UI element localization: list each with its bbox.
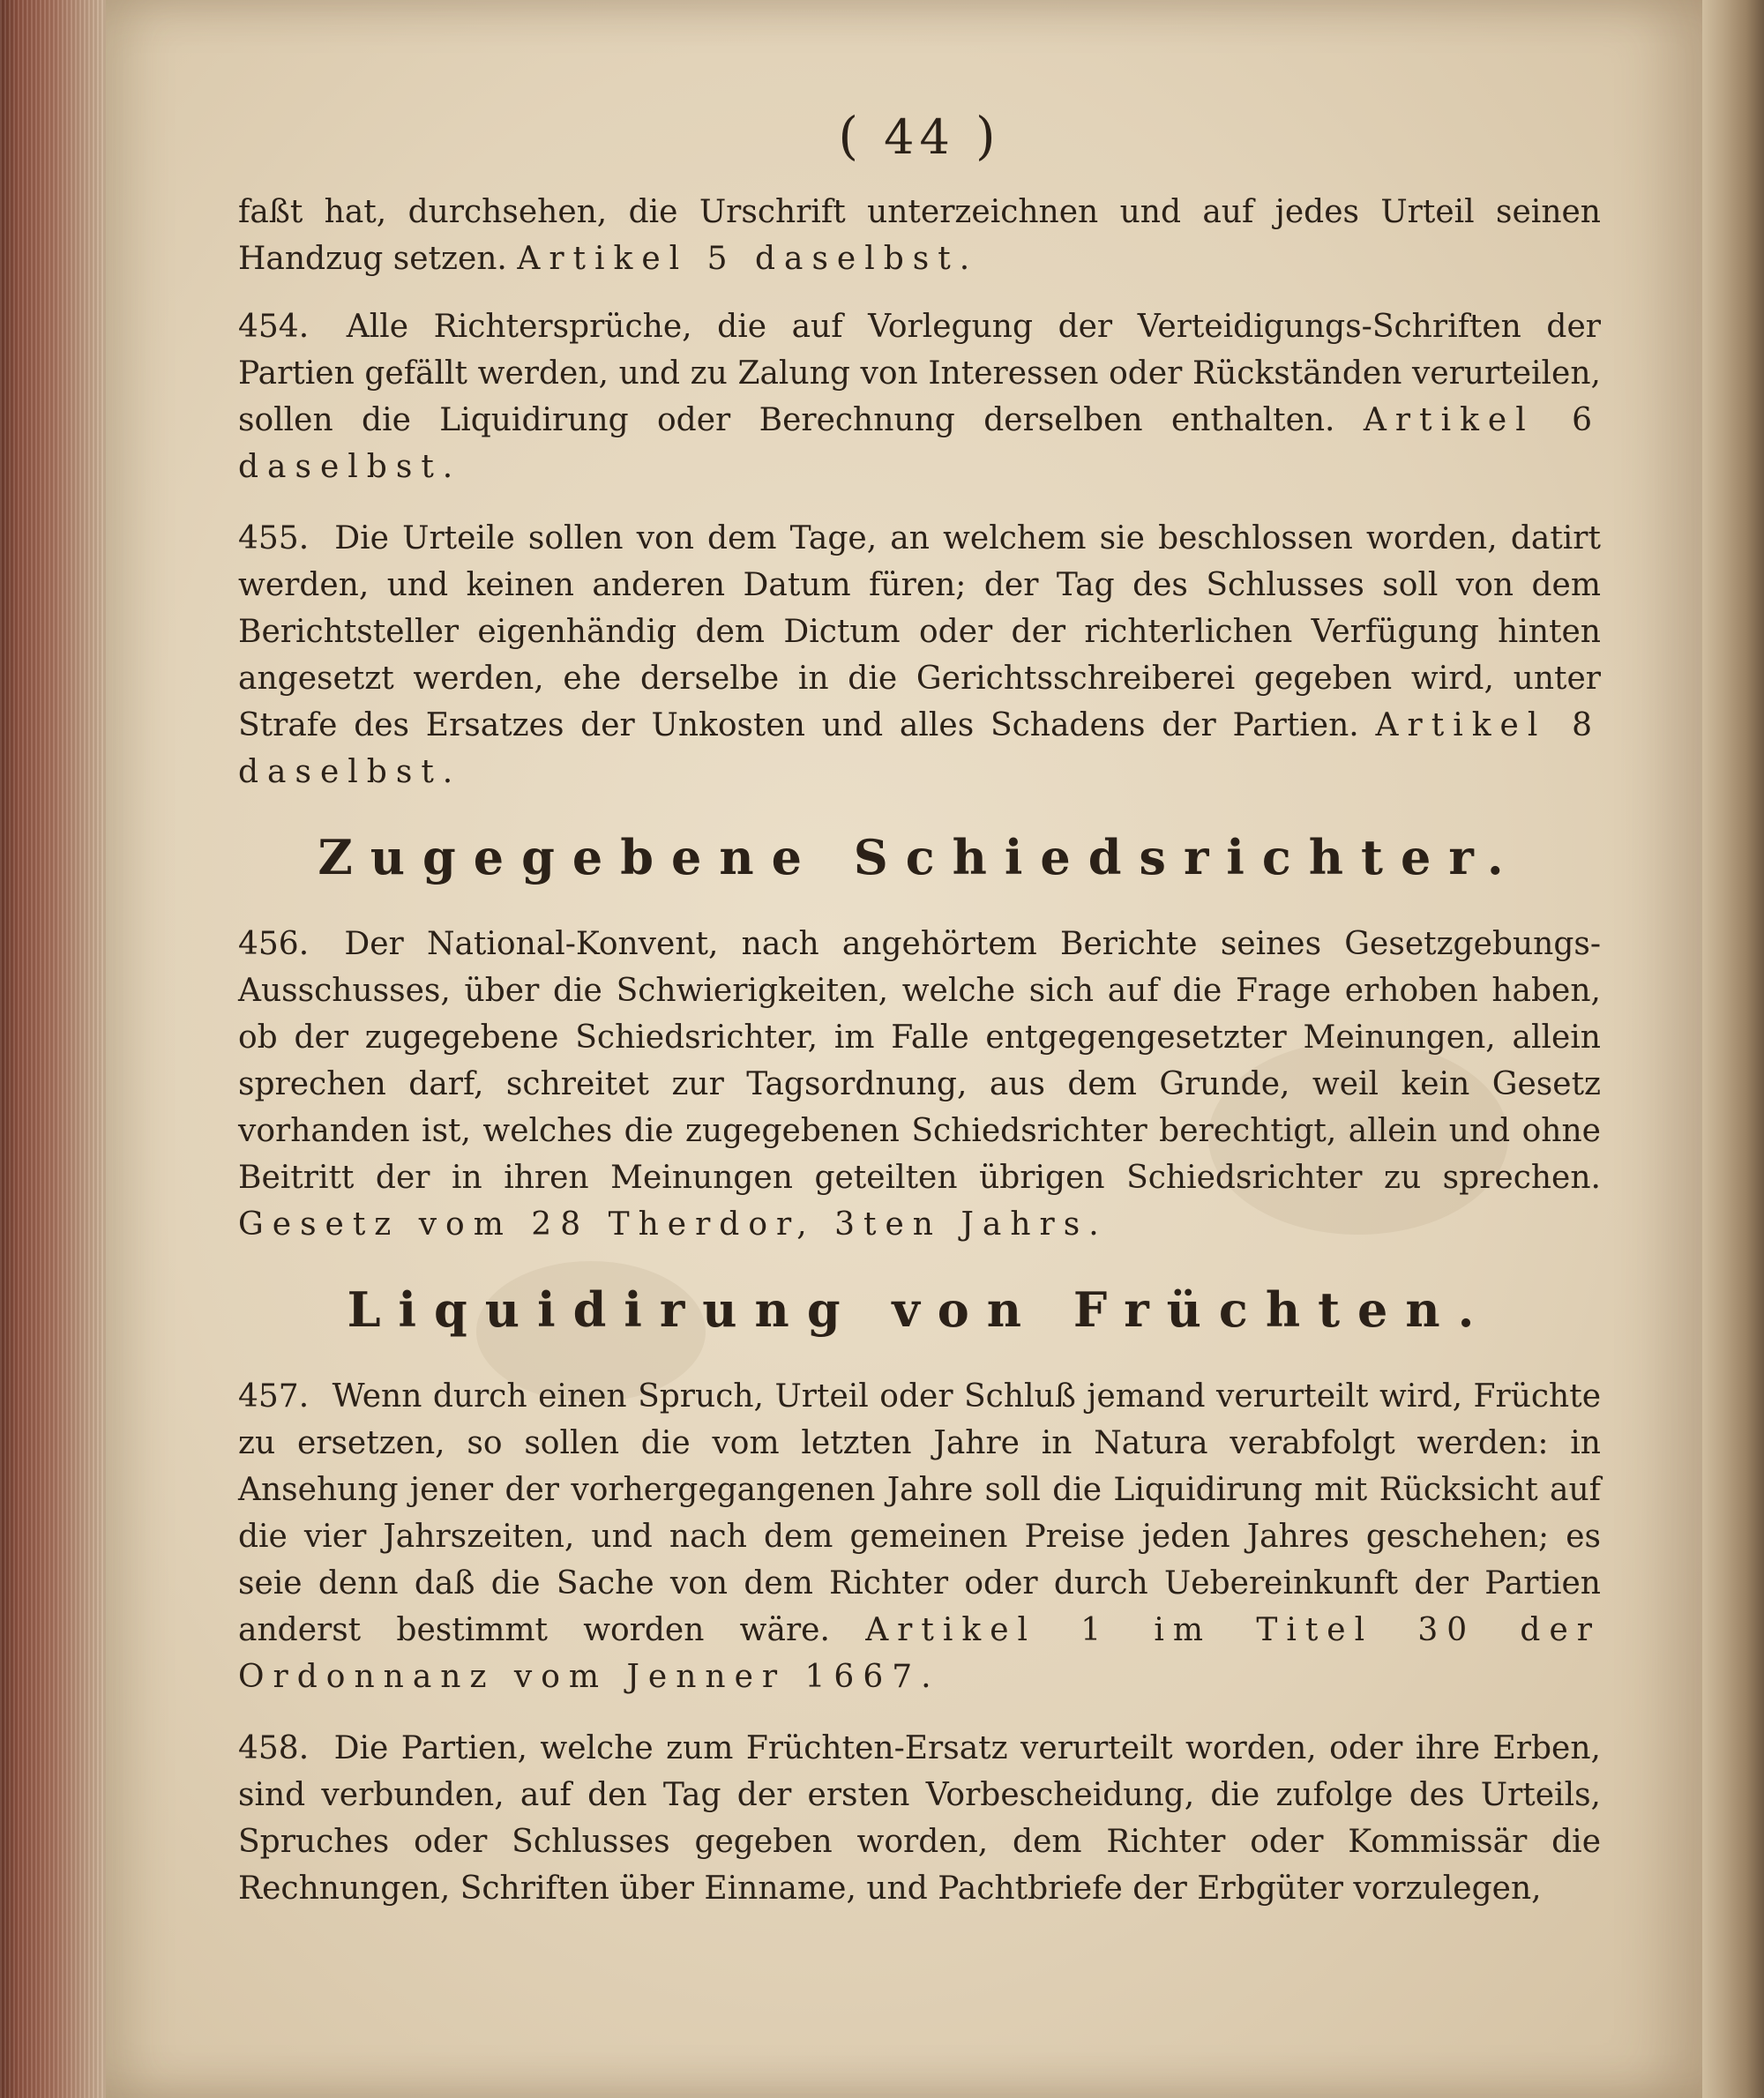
paragraph-text: Die Partien, welche zum Früchten-Ersatz verurteilt worden, oder ihre Erben, sind verbunden, auf den Tag der ersten Vorbescheidung, die zufolge des Urteils, Spruches oder Schlusses gegeben worden, dem Richter oder Kommissär die Rechnungen, Schriften über Einname, und Pachtbriefe der Erbgüter vorzulegen, bbox=[238, 1730, 1601, 1907]
book-edge-right bbox=[1702, 0, 1764, 2098]
paragraph-number: 454. bbox=[238, 309, 310, 345]
article-reference: Artikel 8 daselbst. bbox=[238, 707, 1602, 790]
paragraph-number: 455. bbox=[238, 520, 310, 556]
law-reference: Gesetz vom 28 Therdor, 3ten Jahrs. bbox=[238, 1206, 1108, 1243]
article-reference: Artikel 6 daselbst. bbox=[238, 402, 1601, 485]
paragraph-number: 458. bbox=[238, 1730, 310, 1766]
article-reference: Artikel 5 daselbst. bbox=[517, 241, 979, 277]
paragraph-text: Die Urteile sollen von dem Tage, an welchem sie beschlossen worden, datirt werden, und keinen anderen Datum füren; der Tag des Schlusses soll von dem Berichtsteller eigenhändig dem Dictum oder der richterlichen Verfügung hinten angesetzt werden, ehe derselbe in die Gerichtsschreiberei gegeben wird, unter Strafe des Ersatzes der Unkosten und alles Schadens der Partien. bbox=[238, 520, 1601, 743]
paragraph-text: Alle Richtersprüche, die auf Vorlegung der Verteidigungs-Schriften der Partien gefällt werden, und zu Zalung von Interessen oder Rückständen verurteilen, sollen die Liquidirung oder Berechnung derselben enthalten. bbox=[238, 309, 1601, 438]
paragraph-text: faßt hat, durchsehen, die Urschrift unterzeichnen und auf jedes Urteil seinen Handzug setzen. bbox=[238, 194, 1601, 277]
paragraph-454 bbox=[238, 303, 1601, 490]
paragraph-text: Wenn durch einen Spruch, Urteil oder Schluß jemand verurteilt wird, Früchte zu ersetzen, so sollen die vom letzten Jahre in Natura verabfolgt werden: in Ansehung jener der vorhergegangenen Jahre soll die Liquidirung mit Rücksicht auf die vier Jahrszeiten, und nach dem gemeinen Preise jeden Jahres geschehen; es seie denn daß die Sache von dem Richter oder durch Uebereinkunft der Partien anderst bestimmt worden wäre. bbox=[238, 1378, 1601, 1648]
article-reference: Artikel 1 im Titel 30 der Ordonnanz vom Jenner 1667. bbox=[238, 1612, 1601, 1695]
page-content bbox=[238, 106, 1601, 1937]
paragraph-number: 456. bbox=[238, 926, 310, 962]
page-number: ( 44 ) bbox=[838, 106, 1001, 166]
paragraph-456 bbox=[238, 921, 1601, 1248]
paragraph-continuation bbox=[238, 189, 1601, 282]
paragraph-457 bbox=[238, 1373, 1601, 1700]
paragraph-458 bbox=[238, 1725, 1601, 1912]
section-heading-schiedsrichter: Zugegebene Schiedsrichter. bbox=[318, 829, 1521, 885]
paragraph-455 bbox=[238, 515, 1601, 795]
section-heading-liquidirung: Liquidirung von Früchten. bbox=[347, 1281, 1492, 1338]
page-number-value: 44 bbox=[884, 109, 955, 165]
paragraph-number: 457. bbox=[238, 1378, 310, 1415]
paragraph-text: Der National-Konvent, nach angehörtem Berichte seines Gesetzgebungs-Ausschusses, über die Schwierigkeiten, welche sich auf die Frage erhoben haben, ob der zugegebene Schiedsrichter, im Falle entgegengesetzter Meinungen, allein sprechen darf, schreitet zur Tagsordnung, aus dem Grunde, weil kein Gesetz vorhanden ist, welches die zugegebenen Schiedsrichter berechtigt, allein und ohne Beitritt der in ihren Meinungen geteilten übrigen Schiedsrichter zu sprechen. bbox=[238, 926, 1602, 1196]
